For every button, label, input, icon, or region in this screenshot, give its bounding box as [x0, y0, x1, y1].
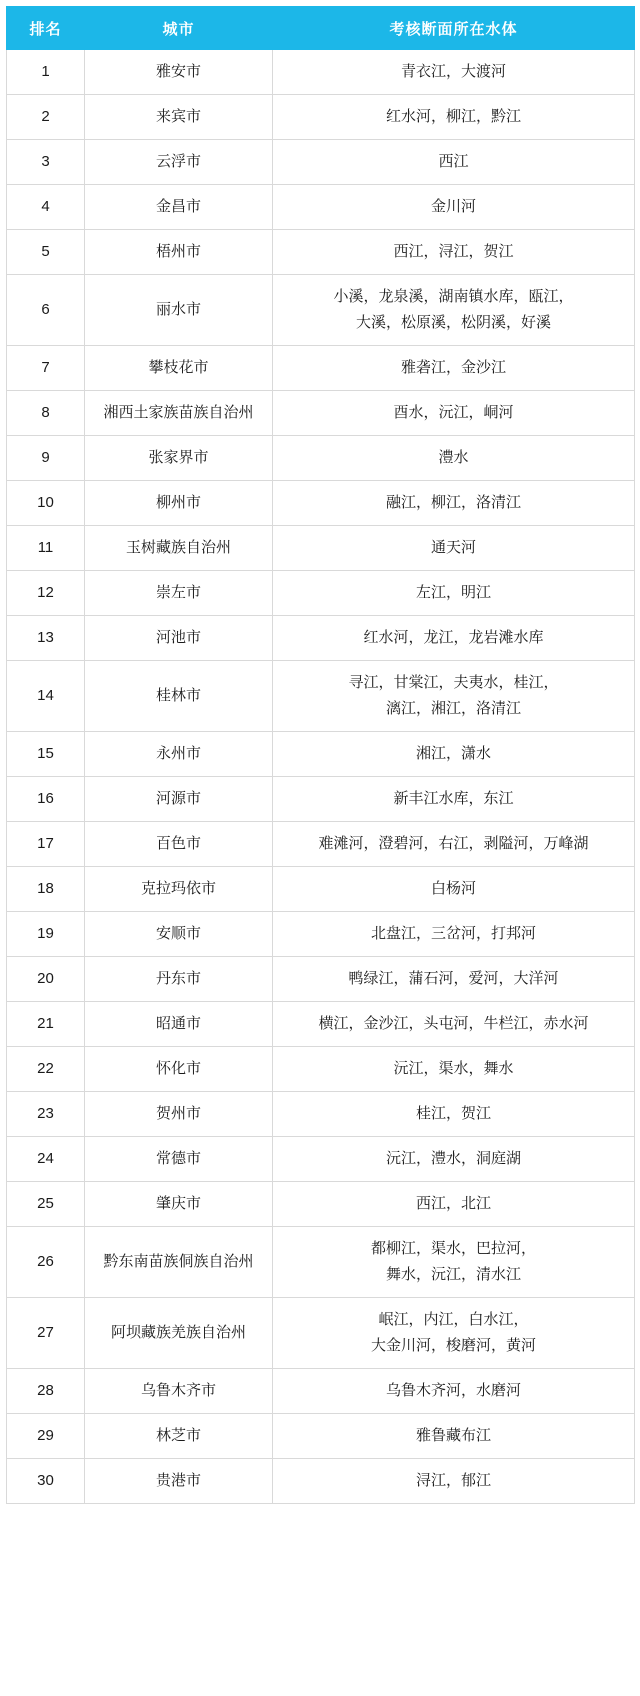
cell-rank: 21	[7, 1002, 85, 1047]
water-body-line: 金川河	[430, 198, 476, 215]
table-row	[7, 1298, 635, 1369]
water-body-line: 鸭绿江，蒲石河，爱河，大洋河	[348, 970, 559, 987]
table-row	[7, 1047, 635, 1092]
table-row	[7, 1369, 635, 1414]
table-row	[7, 95, 635, 140]
table-row	[7, 1459, 635, 1504]
cell-rank: 18	[7, 867, 85, 912]
water-body-line: 雅砻江，金沙江	[400, 359, 506, 376]
cell-water-body	[273, 1137, 635, 1182]
water-body-line: 雅鲁藏布江	[415, 1427, 491, 1444]
cell-city: 黔东南苗族侗族自治州	[85, 1227, 273, 1298]
water-body-line: 通天河	[430, 539, 476, 556]
cell-city: 雅安市	[85, 50, 273, 95]
water-body-line: 青衣江，大渡河	[400, 63, 506, 80]
cell-rank: 9	[7, 436, 85, 481]
cell-city: 昭通市	[85, 1002, 273, 1047]
cell-rank: 12	[7, 571, 85, 616]
cell-water-body	[273, 50, 635, 95]
cell-rank: 28	[7, 1369, 85, 1414]
cell-rank: 3	[7, 140, 85, 185]
cell-city: 丹东市	[85, 957, 273, 1002]
cell-water-body	[273, 1182, 635, 1227]
cell-water-body	[273, 1459, 635, 1504]
cell-city: 梧州市	[85, 230, 273, 275]
column-header-water: 考核断面所在水体	[273, 7, 635, 50]
water-body-line: 大金川河，梭磨河，黄河	[370, 1337, 536, 1354]
cell-rank: 15	[7, 732, 85, 777]
cell-city: 云浮市	[85, 140, 273, 185]
water-body-line: 北盘江，三岔河，打邦河	[370, 925, 536, 942]
water-body-line: 融江，柳江，洛清江	[385, 494, 521, 511]
cell-city: 河源市	[85, 777, 273, 822]
table-row	[7, 1414, 635, 1459]
table-body	[7, 50, 635, 1504]
water-body-line: 乌鲁木齐河，水磨河	[385, 1382, 521, 1399]
water-body-line: 澧水	[438, 449, 469, 466]
cell-water-body	[273, 481, 635, 526]
cell-city: 攀枝花市	[85, 346, 273, 391]
water-body-line: 红水河，柳江，黔江	[385, 108, 521, 125]
table-header-row	[7, 7, 635, 50]
cell-rank: 25	[7, 1182, 85, 1227]
cell-water-body	[273, 912, 635, 957]
cell-water-body	[273, 957, 635, 1002]
water-body-line: 湘江，潇水	[415, 745, 491, 762]
cell-water-body	[273, 616, 635, 661]
cell-city: 肇庆市	[85, 1182, 273, 1227]
cell-water-body	[273, 436, 635, 481]
table-row	[7, 1227, 635, 1298]
cell-water-body	[273, 140, 635, 185]
cell-water-body	[273, 1298, 635, 1369]
cell-rank: 2	[7, 95, 85, 140]
table-row	[7, 50, 635, 95]
water-body-line: 西江，浔江，贺江	[393, 243, 514, 260]
water-body-line: 桂江，贺江	[415, 1105, 491, 1122]
cell-water-body	[273, 571, 635, 616]
cell-water-body	[273, 275, 635, 346]
cell-rank: 17	[7, 822, 85, 867]
table-row	[7, 436, 635, 481]
water-body-line: 浔江，郁江	[415, 1472, 491, 1489]
cell-water-body	[273, 1047, 635, 1092]
table-row	[7, 867, 635, 912]
cell-city: 林芝市	[85, 1414, 273, 1459]
water-body-line: 岷江，内江，白水江，	[378, 1311, 529, 1328]
water-body-line: 舞水，沅江，清水江	[385, 1266, 521, 1283]
cell-city: 贺州市	[85, 1092, 273, 1137]
cell-city: 乌鲁木齐市	[85, 1369, 273, 1414]
table-row	[7, 526, 635, 571]
cell-city: 玉树藏族自治州	[85, 526, 273, 571]
cell-water-body	[273, 95, 635, 140]
cell-rank: 14	[7, 661, 85, 732]
cell-city: 百色市	[85, 822, 273, 867]
cell-rank: 7	[7, 346, 85, 391]
cell-rank: 1	[7, 50, 85, 95]
cell-water-body	[273, 1369, 635, 1414]
cell-rank: 11	[7, 526, 85, 571]
cell-rank: 27	[7, 1298, 85, 1369]
water-body-line: 西江，北江	[415, 1195, 491, 1212]
table-row	[7, 230, 635, 275]
cell-rank: 23	[7, 1092, 85, 1137]
cell-city: 崇左市	[85, 571, 273, 616]
city-water-ranking-table	[6, 6, 635, 1504]
table-row	[7, 1002, 635, 1047]
table-row	[7, 1092, 635, 1137]
cell-water-body	[273, 732, 635, 777]
table-row	[7, 346, 635, 391]
table-row	[7, 661, 635, 732]
cell-city: 常德市	[85, 1137, 273, 1182]
cell-water-body	[273, 185, 635, 230]
water-body-line: 沅江，澧水，洞庭湖	[385, 1150, 521, 1167]
cell-rank: 10	[7, 481, 85, 526]
cell-rank: 29	[7, 1414, 85, 1459]
cell-water-body	[273, 346, 635, 391]
table-row	[7, 912, 635, 957]
water-body-line: 西江	[438, 153, 469, 170]
cell-rank: 16	[7, 777, 85, 822]
cell-city: 河池市	[85, 616, 273, 661]
table-row	[7, 957, 635, 1002]
cell-city: 永州市	[85, 732, 273, 777]
table-row	[7, 732, 635, 777]
water-body-line: 横江，金沙江，头屯河，牛栏江，赤水河	[318, 1015, 589, 1032]
cell-city: 张家界市	[85, 436, 273, 481]
cell-city: 桂林市	[85, 661, 273, 732]
water-body-line: 难滩河，澄碧河，右江，剥隘河，万峰湖	[318, 835, 589, 852]
cell-water-body	[273, 1092, 635, 1137]
table-row	[7, 1137, 635, 1182]
water-body-line: 小溪，龙泉溪，湖南镇水库，瓯江，	[333, 288, 574, 305]
water-body-line: 红水河，龙江，龙岩滩水库	[363, 629, 544, 646]
cell-city: 湘西土家族苗族自治州	[85, 391, 273, 436]
table-header	[7, 7, 635, 50]
cell-rank: 19	[7, 912, 85, 957]
cell-rank: 22	[7, 1047, 85, 1092]
table-row	[7, 391, 635, 436]
column-header-rank: 排名	[7, 7, 85, 50]
cell-rank: 5	[7, 230, 85, 275]
cell-city: 来宾市	[85, 95, 273, 140]
cell-rank: 13	[7, 616, 85, 661]
water-body-line: 寻江，甘棠江，夫夷水，桂江，	[348, 674, 559, 691]
cell-water-body	[273, 230, 635, 275]
cell-city: 怀化市	[85, 1047, 273, 1092]
table-row	[7, 481, 635, 526]
water-body-line: 都柳江，渠水，巴拉河，	[370, 1240, 536, 1257]
cell-rank: 20	[7, 957, 85, 1002]
cell-city: 贵港市	[85, 1459, 273, 1504]
cell-water-body	[273, 661, 635, 732]
cell-city: 克拉玛依市	[85, 867, 273, 912]
cell-water-body	[273, 1414, 635, 1459]
water-body-line: 大溪，松原溪，松阴溪，好溪	[355, 314, 551, 331]
table-row	[7, 1182, 635, 1227]
water-body-line: 左江，明江	[415, 584, 491, 601]
cell-water-body	[273, 391, 635, 436]
table-row	[7, 822, 635, 867]
cell-city: 阿坝藏族羌族自治州	[85, 1298, 273, 1369]
table-row	[7, 185, 635, 230]
table-row	[7, 140, 635, 185]
table-row	[7, 777, 635, 822]
water-body-line: 漓江，湘江，洛清江	[385, 700, 521, 717]
cell-water-body	[273, 526, 635, 571]
table-row	[7, 571, 635, 616]
water-body-line: 沅江，渠水，舞水	[393, 1060, 514, 1077]
cell-rank: 24	[7, 1137, 85, 1182]
cell-city: 柳州市	[85, 481, 273, 526]
cell-water-body	[273, 867, 635, 912]
table-row	[7, 275, 635, 346]
cell-water-body	[273, 1002, 635, 1047]
cell-rank: 26	[7, 1227, 85, 1298]
cell-city: 金昌市	[85, 185, 273, 230]
cell-city: 安顺市	[85, 912, 273, 957]
column-header-city: 城市	[85, 7, 273, 50]
cell-rank: 30	[7, 1459, 85, 1504]
water-body-line: 白杨河	[430, 880, 476, 897]
table-row	[7, 616, 635, 661]
cell-city: 丽水市	[85, 275, 273, 346]
water-body-line: 酉水，沅江，峒河	[393, 404, 514, 421]
water-body-line: 新丰江水库，东江	[393, 790, 514, 807]
cell-water-body	[273, 777, 635, 822]
cell-water-body	[273, 1227, 635, 1298]
cell-rank: 4	[7, 185, 85, 230]
cell-rank: 6	[7, 275, 85, 346]
cell-rank: 8	[7, 391, 85, 436]
cell-water-body	[273, 822, 635, 867]
